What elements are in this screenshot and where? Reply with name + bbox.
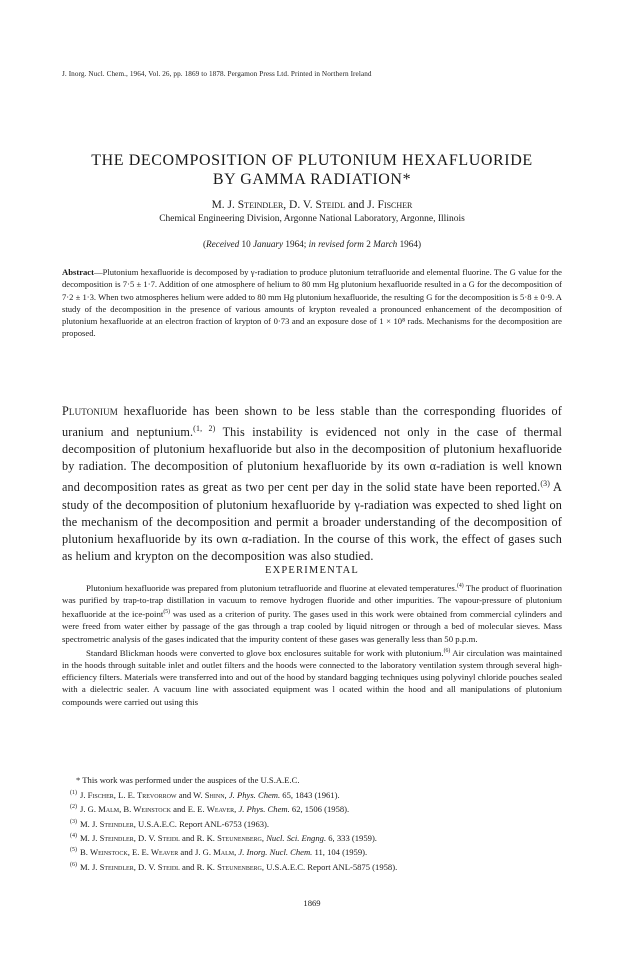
experimental-paragraph — [62, 580, 562, 645]
author-list — [40, 199, 584, 211]
reference-item — [70, 830, 570, 844]
author-1-initials: M. J. — [211, 199, 238, 211]
reference-number: (1) — [70, 789, 77, 796]
reference-item — [70, 816, 570, 830]
funding-footnote: * This work was performed under the auspices of the U.S.A.E.C. — [76, 775, 300, 785]
reference-text: , — [224, 789, 229, 800]
reference-item — [70, 859, 570, 873]
reference-text: and W. — [176, 789, 205, 800]
journal-citation: J. Inorg. Nucl. Chem., 1964, Vol. 26, pp. 1869 to 1878. Pergamon Press Ltd. Printed in Northern Ireland — [62, 70, 372, 78]
reference-item — [70, 801, 570, 815]
author-1-surname: Steindler — [237, 199, 284, 211]
reference-volume: 62, 1506 (1958). — [289, 803, 350, 814]
experimental-section — [62, 580, 562, 708]
title-line-2: BY GAMMA RADIATION* — [212, 171, 412, 188]
reference-authors: Weinstock, E. E. Weaver — [90, 847, 179, 858]
reference-text: and R. K. — [179, 832, 218, 843]
reference-volume: 6, 333 (1959). — [326, 832, 377, 843]
reference-authors: Malm, B. Weinstock — [98, 803, 171, 814]
received-month: January — [252, 239, 284, 249]
citation-ref: (6) — [443, 647, 451, 654]
paper-title — [40, 151, 584, 189]
section-heading-experimental: EXPERIMENTAL — [264, 565, 360, 576]
reference-authors: Fischer, L. E. Trevorrow — [87, 789, 177, 800]
paragraph-text: was used as a criterion of purity. The gases used in this work were obtained from commercial cylinders and were freed from water either by passage of the gas through a trap cooled by liquid nitrogen or through a bed of molecular sieves. Mass spectrometric analysis of the gases indicated that the impurity content of these gases was generally less than 50 p.p.m. — [62, 609, 562, 644]
received-label: Received — [206, 239, 240, 249]
citation-ref: (3) — [540, 479, 551, 489]
paragraph-text: Plutonium hexafluoride was prepared from plutonium tetrafluoride and fluorine at elevated temperatures. — [86, 582, 458, 593]
reference-text: , — [261, 832, 267, 843]
reference-item — [70, 787, 570, 801]
reference-text: , U.S.A.E.C. Report ANL-5875 (1958). — [261, 861, 398, 872]
reference-authors: Steindler — [99, 818, 134, 829]
reference-initials: M. J. — [80, 861, 100, 872]
experimental-paragraph — [62, 645, 562, 708]
reference-authors: Steindler, D. V. Steidl — [99, 832, 180, 843]
author-separator: and J. — [344, 199, 378, 211]
intro-text: This instability is evidenced not only in the case of thermal decomposition of plutonium hexafluoride but also in the decomposition of plutonium hexafluoride by radiation. The decomposition of plutonium hexafluoride by its own α-radiation is well known and decomposition rates as great as two per cent per day in the solid state have been reported. — [62, 425, 562, 495]
author-3-surname: Fischer — [377, 199, 413, 211]
reference-authors: Steunenberg — [217, 861, 262, 872]
reference-text: and R. K. — [179, 861, 218, 872]
reference-journal: Nucl. Sci. Engng. — [266, 832, 327, 843]
page-number: 1869 — [303, 898, 321, 908]
paren: ( — [202, 239, 207, 249]
title-line-1: THE DECOMPOSITION OF PLUTONIUM HEXAFLUORIDE — [91, 152, 533, 169]
paragraph-text: The product of fluorination was purified by trap-to-trap distillation in vacuum to remove hydrogen fluoride and other impurities. The vapour-pressure of plutonium hexafluoride at the ice-point — [62, 582, 563, 620]
affiliation: Chemical Engineering Division, Argonne National Laboratory, Argonne, Illinois — [159, 214, 465, 224]
reference-journal: J. Phys. Chem. — [238, 803, 290, 814]
reference-authors: Weaver — [206, 803, 235, 814]
reference-authors: Shinn — [204, 789, 225, 800]
introduction-paragraph — [62, 403, 562, 565]
reference-initials: J. G. — [80, 803, 99, 814]
footnotes — [70, 774, 570, 873]
intro-first-word: Plutonium — [62, 404, 118, 418]
intro-text: A study of the decomposition of plutonium hexafluoride by γ-radiation was expected to shed light on the mechanism of the decomposition and permit a broader understanding of the decomposition of plutonium hexafluoride by its own α-radiation. In the course of this work, the effect of gases such as helium and krypton on the decomposition was also studied. — [62, 480, 562, 563]
citation-ref: (5) — [163, 609, 170, 616]
received-day: 10 — [239, 239, 253, 249]
reference-number: (2) — [70, 804, 77, 811]
reference-initials: M. J. — [80, 832, 100, 843]
reference-text: , — [234, 803, 239, 814]
received-dates — [40, 239, 584, 249]
reference-item — [70, 844, 570, 858]
reference-text: , U.S.A.E.C. Report ANL-6753 (1963). — [133, 818, 270, 829]
revised-month: March — [373, 239, 398, 249]
reference-number: (3) — [70, 818, 77, 825]
reference-number: (4) — [70, 832, 77, 839]
reference-journal: J. Inorg. Nucl. Chem. — [238, 847, 313, 858]
reference-authors: Steindler, D. V. Steidl — [99, 861, 180, 872]
reference-number: (5) — [70, 847, 77, 854]
author-separator: , D. V. — [283, 199, 316, 211]
reference-text: , — [234, 847, 239, 858]
reference-initials: B. — [80, 847, 91, 858]
reference-authors: Steunenberg — [217, 832, 262, 843]
reference-initials: J. — [80, 789, 88, 800]
reference-text: and J. G. — [178, 847, 214, 858]
reference-initials: M. J. — [80, 818, 100, 829]
paragraph-text: Air circulation was maintained in the hoods through suitable inlet and outlet filters and the hoods were connected to the laboratory ventilation system through several high-efficiency filters. Materials were transferred into and out of the hood by standard bagging techniques using polyvinyl chloride pouches sealed with a dielectric sealer. A vacuum line with associated equipment was l ocated within the hood and all manipulations of plutonium compounds were carried out using this — [62, 647, 562, 707]
author-2-surname: Steidl — [315, 199, 345, 211]
reference-list — [70, 787, 570, 874]
abstract-label: Abstract — [62, 267, 94, 277]
citation-ref: (1, 2) — [193, 424, 216, 434]
reference-volume: 65, 1843 (1961). — [280, 789, 340, 800]
abstract-text: —Plutonium hexafluoride is decomposed by γ-radiation to produce plutonium tetrafluoride and elemental fluorine. The G value for the decomposition is 7·5 ± 1·7. Addition of one atmosphere of helium to 80 mm Hg plutonium hexafluoride resulted in a G for the decomposition of 7·2 ± 1·3. When two atmospheres helium were added to 80 mm Hg plutonium hexafluoride, the resulting G for the decomposition is 5·8 ± 0·9. A study of the decomposition in the presence of various amounts of krypton revealed a pronounced enhancement of the decomposition of plutonium hexafluoride at an electron fraction of krypton of 0·73 and an exposure dose of 1 × 10⁸ rads. Mechanisms for the decomposition are proposed. — [62, 267, 562, 339]
abstract — [62, 266, 562, 340]
reference-text: and E. E. — [170, 803, 207, 814]
received-year: 1964; — [283, 239, 309, 249]
reference-number: (6) — [70, 861, 77, 868]
reference-authors: Malm — [213, 847, 235, 858]
revised-year: 1964) — [397, 239, 421, 249]
paragraph-text: Standard Blickman hoods were converted to glove box enclosures suitable for work with plutonium. — [86, 647, 444, 658]
reference-journal: J. Phys. Chem. — [228, 789, 281, 800]
reference-volume: 11, 104 (1959). — [312, 847, 368, 858]
revised-day: 2 — [363, 239, 374, 249]
intro-text: hexafluoride has been shown to be less stable than the corresponding fluorides of uranium and neptunium. — [62, 404, 562, 440]
citation-ref: (4) — [457, 583, 464, 589]
revised-label: in revised form — [308, 239, 364, 249]
